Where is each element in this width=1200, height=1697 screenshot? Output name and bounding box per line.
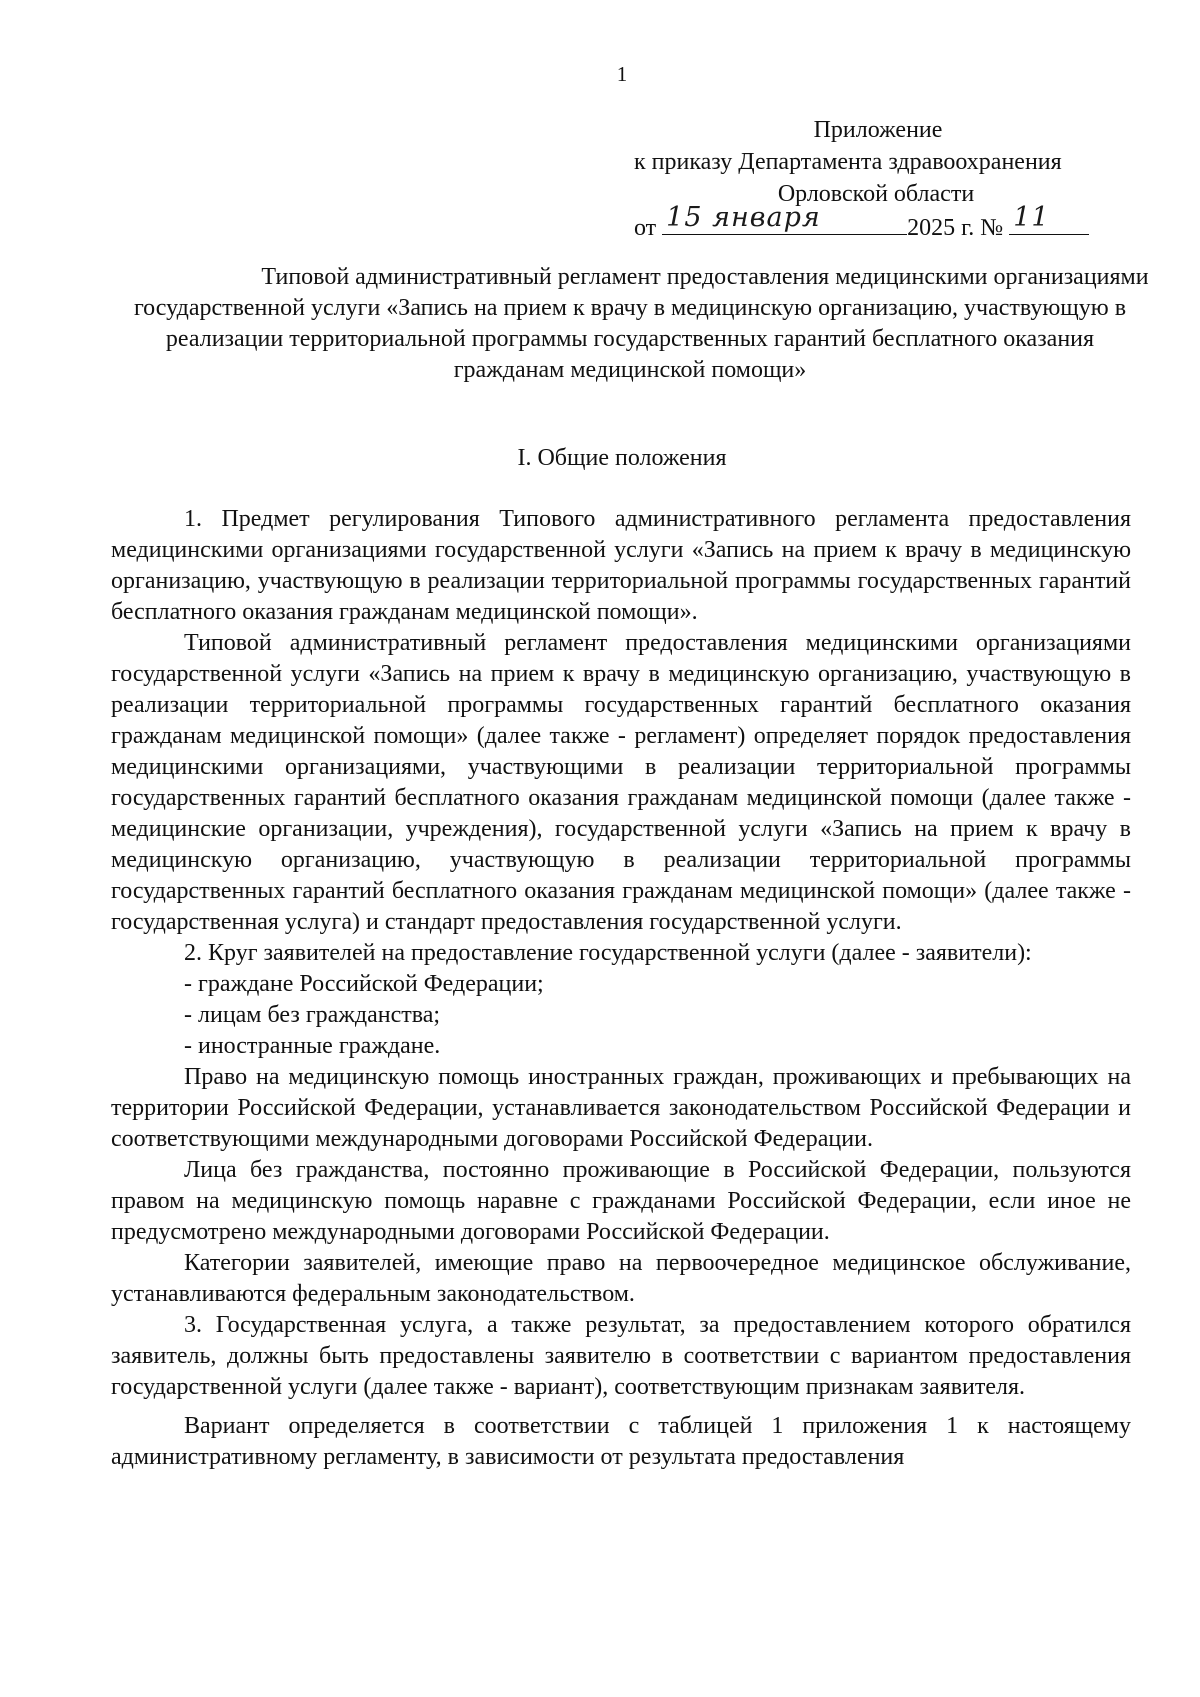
paragraph-3: 2. Круг заявителей на предоставление государственной услуги (далее - заявители): (184, 940, 1032, 966)
list-item: - иностранные граждане. (184, 1033, 441, 1059)
approval-block (634, 114, 1114, 244)
from-label: от (634, 215, 657, 241)
document-body (111, 504, 1131, 1473)
date-fill-line (662, 202, 907, 235)
paragraph-5: Лица без гражданства, постоянно проживающие в Российской Федерации, пользуются правом на медицинскую помощь наравне с гражданами Российской Федерации, если иное не предусмотрено международными договорами Российской Федерации. (111, 1157, 1131, 1245)
paragraph-8: Вариант определяется в соответствии с таблицей 1 приложения 1 к настоящему административному регламенту, в зависимости от результата предоставления (111, 1413, 1131, 1470)
number-fill-line (1009, 202, 1089, 235)
list-item: - граждане Российской Федерации; (184, 971, 544, 997)
section-title: I. Общие положения (517, 445, 727, 471)
handwritten-number: 11 (1013, 202, 1050, 233)
paragraph-2: Типовой административный регламент предоставления медицинскими организациями государственной услуги «Запись на прием к врачу в медицинскую организацию, участвующую в реализации территориальной программы государственных гарантий бесплатного оказания гражданам медицинской помощи» (далее также - регламент) определяет порядок предоставления медицинскими организациями, участвующими в реализации территориальной программы государственных гарантий бесплатного оказания гражданам медицинской помощи (далее также - медицинские организации, учреждения), государственной услуги «Запись на прием к врачу в медицинскую организацию, участвующую в реализации территориальной программы государственных гарантий бесплатного оказания гражданам медицинской помощи» (далее также - государственная услуга) и стандарт предоставления государственной услуги. (111, 630, 1131, 935)
approval-heading: Приложение (813, 117, 943, 143)
paragraph-7: 3. Государственная услуга, а также результат, за предоставлением которого обратился заявитель, должны быть предоставлены заявителю в соответствии с вариантом предоставления государственной услуги (далее также - вариант), соответствующим признакам заявителя. (111, 1312, 1131, 1400)
document-title: Типовой административный регламент предоставления медицинскими организациями государственной услуги «Запись на прием к врачу в медицинскую организацию, участвующую в реализации территориальной программы государственных гарантий бесплатного оказания гражданам медицинской помощи» (133, 264, 1149, 383)
paragraph-1: 1. Предмет регулирования Типового административного регламента предоставления медицинскими организациями государственной услуги «Запись на прием к врачу в медицинскую организацию, участвующую в реализации территориальной программы государственных гарантий бесплатного оказания гражданам медицинской помощи». (111, 506, 1131, 625)
approval-order-line: к приказу Департамента здравоохранения (634, 149, 1062, 175)
page-number: 1 (616, 62, 628, 86)
paragraph-6: Категории заявителей, имеющие право на первоочередное медицинское обслуживание, устанавливаются федеральным законодательством. (111, 1250, 1131, 1307)
approval-date-line (634, 202, 1114, 244)
list-item: - лицам без гражданства; (184, 1002, 441, 1028)
handwritten-date: 15 января (666, 202, 821, 233)
paragraph-4: Право на медицинскую помощь иностранных граждан, проживающих и пребывающих на территории Российской Федерации, устанавливается законодательством Российской Федерации и соответствующими международными договорами Российской Федерации. (111, 1064, 1131, 1152)
approval-region-line: Орловской области (777, 181, 975, 207)
year-number-label: 2025 г. № (907, 215, 1004, 241)
